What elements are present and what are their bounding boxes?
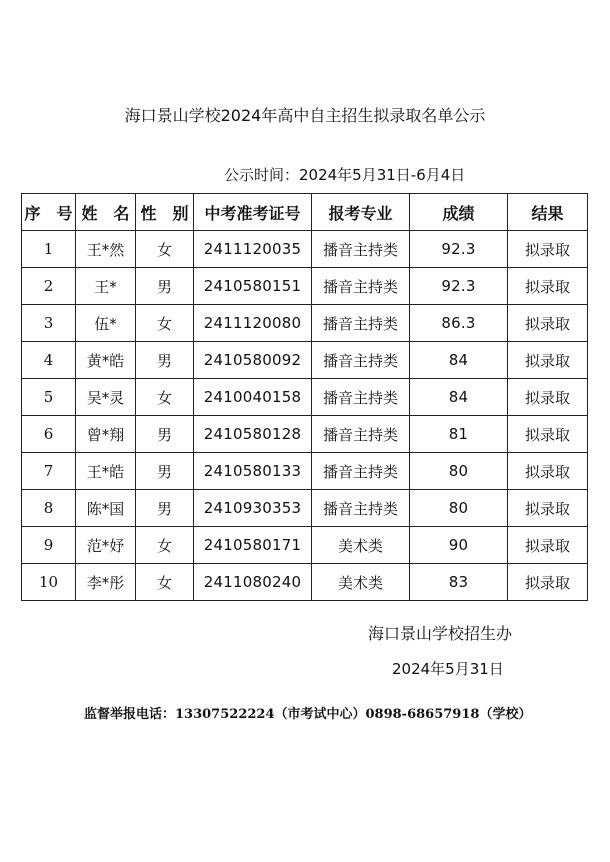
cell-exam-id: 2411080240 bbox=[194, 564, 312, 601]
cell-result: 拟录取 bbox=[508, 305, 588, 342]
cell-exam-id: 2410580171 bbox=[194, 527, 312, 564]
table-header-row bbox=[22, 194, 588, 231]
cell-major: 播音主持类 bbox=[312, 379, 410, 416]
cell-index: 8 bbox=[22, 490, 76, 527]
cell-score: 80 bbox=[410, 490, 508, 527]
cell-index: 2 bbox=[22, 268, 76, 305]
cell-result: 拟录取 bbox=[508, 564, 588, 601]
cell-gender: 男 bbox=[136, 268, 194, 305]
cell-score: 86.3 bbox=[410, 305, 508, 342]
cell-index: 4 bbox=[22, 342, 76, 379]
cell-score: 90 bbox=[410, 527, 508, 564]
cell-gender: 女 bbox=[136, 231, 194, 268]
table-row bbox=[22, 379, 588, 416]
cell-name: 黄*皓 bbox=[76, 342, 136, 379]
table-row bbox=[22, 342, 588, 379]
cell-major: 美术类 bbox=[312, 564, 410, 601]
cell-major: 播音主持类 bbox=[312, 453, 410, 490]
cell-result: 拟录取 bbox=[508, 416, 588, 453]
cell-result: 拟录取 bbox=[508, 342, 588, 379]
cell-gender: 女 bbox=[136, 379, 194, 416]
cell-score: 81 bbox=[410, 416, 508, 453]
cell-index: 10 bbox=[22, 564, 76, 601]
cell-exam-id: 2410930353 bbox=[194, 490, 312, 527]
cell-exam-id: 2410580133 bbox=[194, 453, 312, 490]
cell-major: 播音主持类 bbox=[312, 342, 410, 379]
cell-result: 拟录取 bbox=[508, 379, 588, 416]
cell-major: 美术类 bbox=[312, 527, 410, 564]
cell-score: 84 bbox=[410, 379, 508, 416]
cell-score: 92.3 bbox=[410, 231, 508, 268]
cell-score: 83 bbox=[410, 564, 508, 601]
table-body bbox=[22, 231, 588, 601]
cell-score: 92.3 bbox=[410, 268, 508, 305]
cell-gender: 男 bbox=[136, 416, 194, 453]
cell-gender: 女 bbox=[136, 527, 194, 564]
document-title: 海口景山学校2024年高中自主招生拟录取名单公示 bbox=[124, 106, 486, 125]
table-row bbox=[22, 305, 588, 342]
cell-index: 6 bbox=[22, 416, 76, 453]
header-gender: 性 别 bbox=[136, 194, 194, 231]
cell-index: 1 bbox=[22, 231, 76, 268]
cell-result: 拟录取 bbox=[508, 231, 588, 268]
cell-name: 王* bbox=[76, 268, 136, 305]
cell-exam-id: 2410040158 bbox=[194, 379, 312, 416]
cell-index: 7 bbox=[22, 453, 76, 490]
report-hotline: 监督举报电话：13307522224（市考试中心）0898-68657918（学校） bbox=[84, 707, 532, 722]
cell-name: 吴*灵 bbox=[76, 379, 136, 416]
notice-period: 公示时间：2024年5月31日-6月4日 bbox=[224, 166, 466, 184]
table-row bbox=[22, 527, 588, 564]
cell-result: 拟录取 bbox=[508, 453, 588, 490]
table-row bbox=[22, 490, 588, 527]
cell-index: 9 bbox=[22, 527, 76, 564]
cell-exam-id: 2410580151 bbox=[194, 268, 312, 305]
cell-result: 拟录取 bbox=[508, 490, 588, 527]
table-row bbox=[22, 564, 588, 601]
cell-exam-id: 2411120080 bbox=[194, 305, 312, 342]
cell-score: 80 bbox=[410, 453, 508, 490]
cell-name: 王*皓 bbox=[76, 453, 136, 490]
cell-major: 播音主持类 bbox=[312, 416, 410, 453]
admissions-office: 海口景山学校招生办 bbox=[368, 624, 513, 643]
cell-gender: 男 bbox=[136, 342, 194, 379]
cell-name: 陈*国 bbox=[76, 490, 136, 527]
table-row bbox=[22, 231, 588, 268]
cell-index: 5 bbox=[22, 379, 76, 416]
cell-major: 播音主持类 bbox=[312, 268, 410, 305]
cell-gender: 男 bbox=[136, 453, 194, 490]
cell-name: 王*然 bbox=[76, 231, 136, 268]
cell-result: 拟录取 bbox=[508, 268, 588, 305]
table-row bbox=[22, 268, 588, 305]
header-score: 成绩 bbox=[410, 194, 508, 231]
cell-exam-id: 2410580128 bbox=[194, 416, 312, 453]
header-result: 结果 bbox=[508, 194, 588, 231]
table-row bbox=[22, 453, 588, 490]
header-index: 序 号 bbox=[22, 194, 76, 231]
cell-result: 拟录取 bbox=[508, 527, 588, 564]
cell-major: 播音主持类 bbox=[312, 305, 410, 342]
cell-major: 播音主持类 bbox=[312, 231, 410, 268]
header-exam-id: 中考准考证号 bbox=[194, 194, 312, 231]
cell-exam-id: 2410580092 bbox=[194, 342, 312, 379]
cell-gender: 男 bbox=[136, 490, 194, 527]
header-name: 姓 名 bbox=[76, 194, 136, 231]
cell-exam-id: 2411120035 bbox=[194, 231, 312, 268]
cell-major: 播音主持类 bbox=[312, 490, 410, 527]
cell-score: 84 bbox=[410, 342, 508, 379]
cell-name: 范*妤 bbox=[76, 527, 136, 564]
admission-list-table bbox=[21, 193, 588, 601]
issue-date: 2024年5月31日 bbox=[392, 660, 504, 678]
cell-name: 伍* bbox=[76, 305, 136, 342]
cell-name: 曾*翔 bbox=[76, 416, 136, 453]
cell-index: 3 bbox=[22, 305, 76, 342]
header-major: 报考专业 bbox=[312, 194, 410, 231]
cell-gender: 女 bbox=[136, 564, 194, 601]
cell-name: 李*彤 bbox=[76, 564, 136, 601]
cell-gender: 女 bbox=[136, 305, 194, 342]
table-row bbox=[22, 416, 588, 453]
